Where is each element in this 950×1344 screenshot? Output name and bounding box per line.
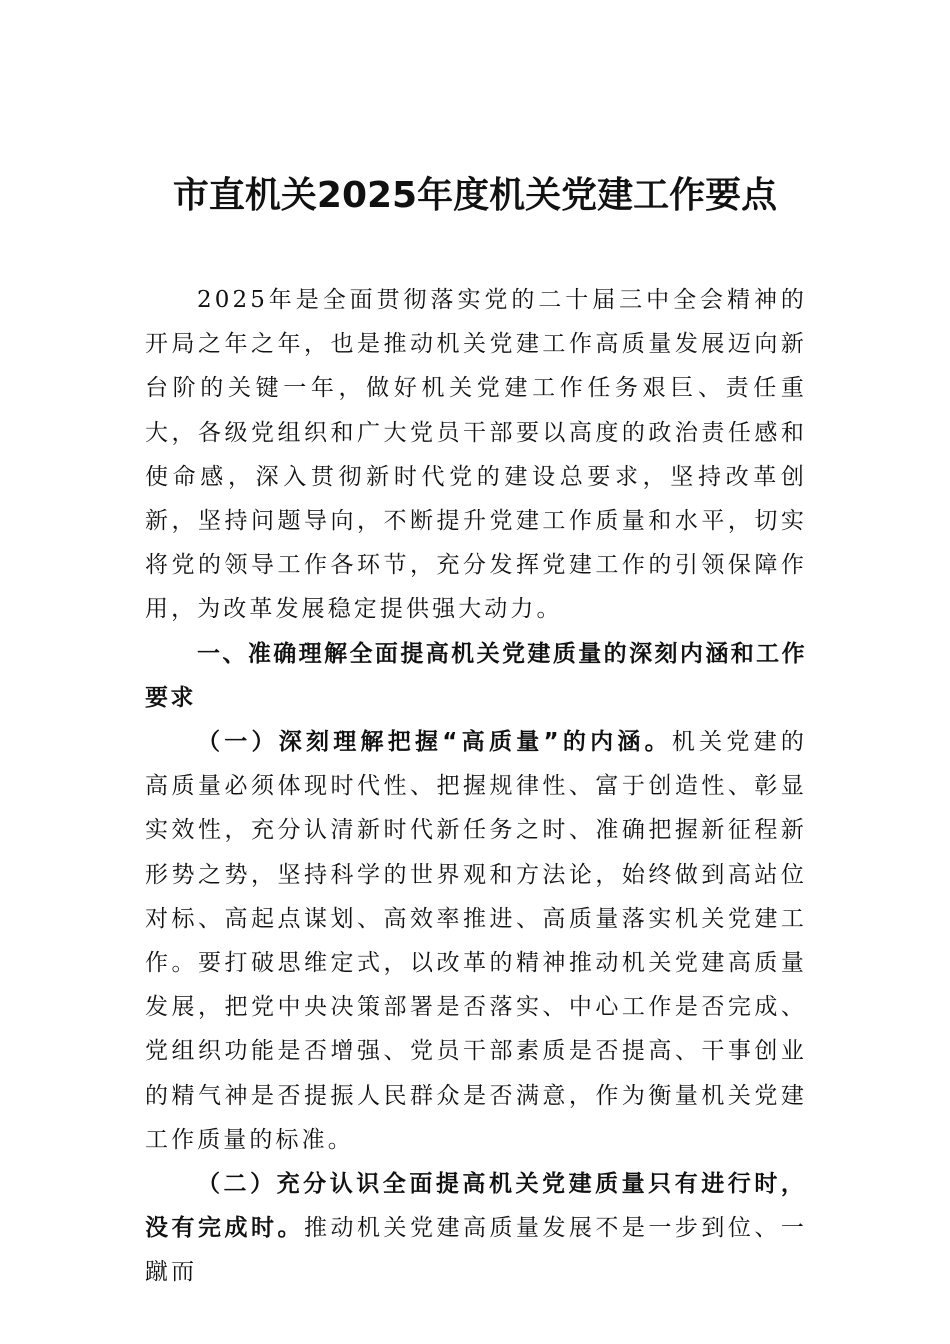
- item-1-text: 机关党建的高质量必须体现时代性、把握规律性、富于创造性、彰显实效性，充分认清新时代新任务之时、准确把握新征程新形势之势，坚持科学的世界观和方法论，始终做到高站位对标、高起点谋划、高效率推进、高质量落实机关党建工作。要打破思维定式，以改革的精神推动机关党建高质量发展，把党中央决策部署是否落实、中心工作是否完成、党组织功能是否增强、党员干部素质是否提高、干事创业的精气神是否提振人民群众是否满意，作为衡量机关党建工作质量的标准。: [145, 729, 807, 1153]
- section-1-heading: 一、准确理解全面提高机关党建质量的深刻内涵和工作要求: [145, 640, 807, 711]
- intro-paragraph: 2025年是全面贯彻落实党的二十届三中全会精神的开局之年之年，也是推动机关党建工作高质量发展迈向新台阶的关键一年，做好机关党建工作任务艰巨、责任重大，各级党组织和广大党员干部要以高度的政治责任感和使命感，深入贯彻新时代党的建设总要求，坚持改革创新，坚持问题导向，不断提升党建工作质量和水平，切实将党的领导工作各环节，充分发挥党建工作的引领保障作用，为改革发展稳定提供强大动力。: [145, 287, 807, 623]
- item-2-paragraph: [145, 1162, 807, 1295]
- item-2-lead: （二）充分认识全面提高机关党建质量只有进行时，没有完成时。: [145, 1171, 807, 1242]
- item-1-lead: （一）深刻理解把握“高质量”的内涵。: [197, 729, 672, 756]
- item-2-text: 推动机关党建高质量发展不是一步到位、一蹴而: [145, 1215, 807, 1286]
- item-1-paragraph: [145, 720, 807, 1162]
- document-body: [145, 278, 807, 1295]
- document-title: 市直机关2025年度机关党建工作要点: [172, 175, 778, 216]
